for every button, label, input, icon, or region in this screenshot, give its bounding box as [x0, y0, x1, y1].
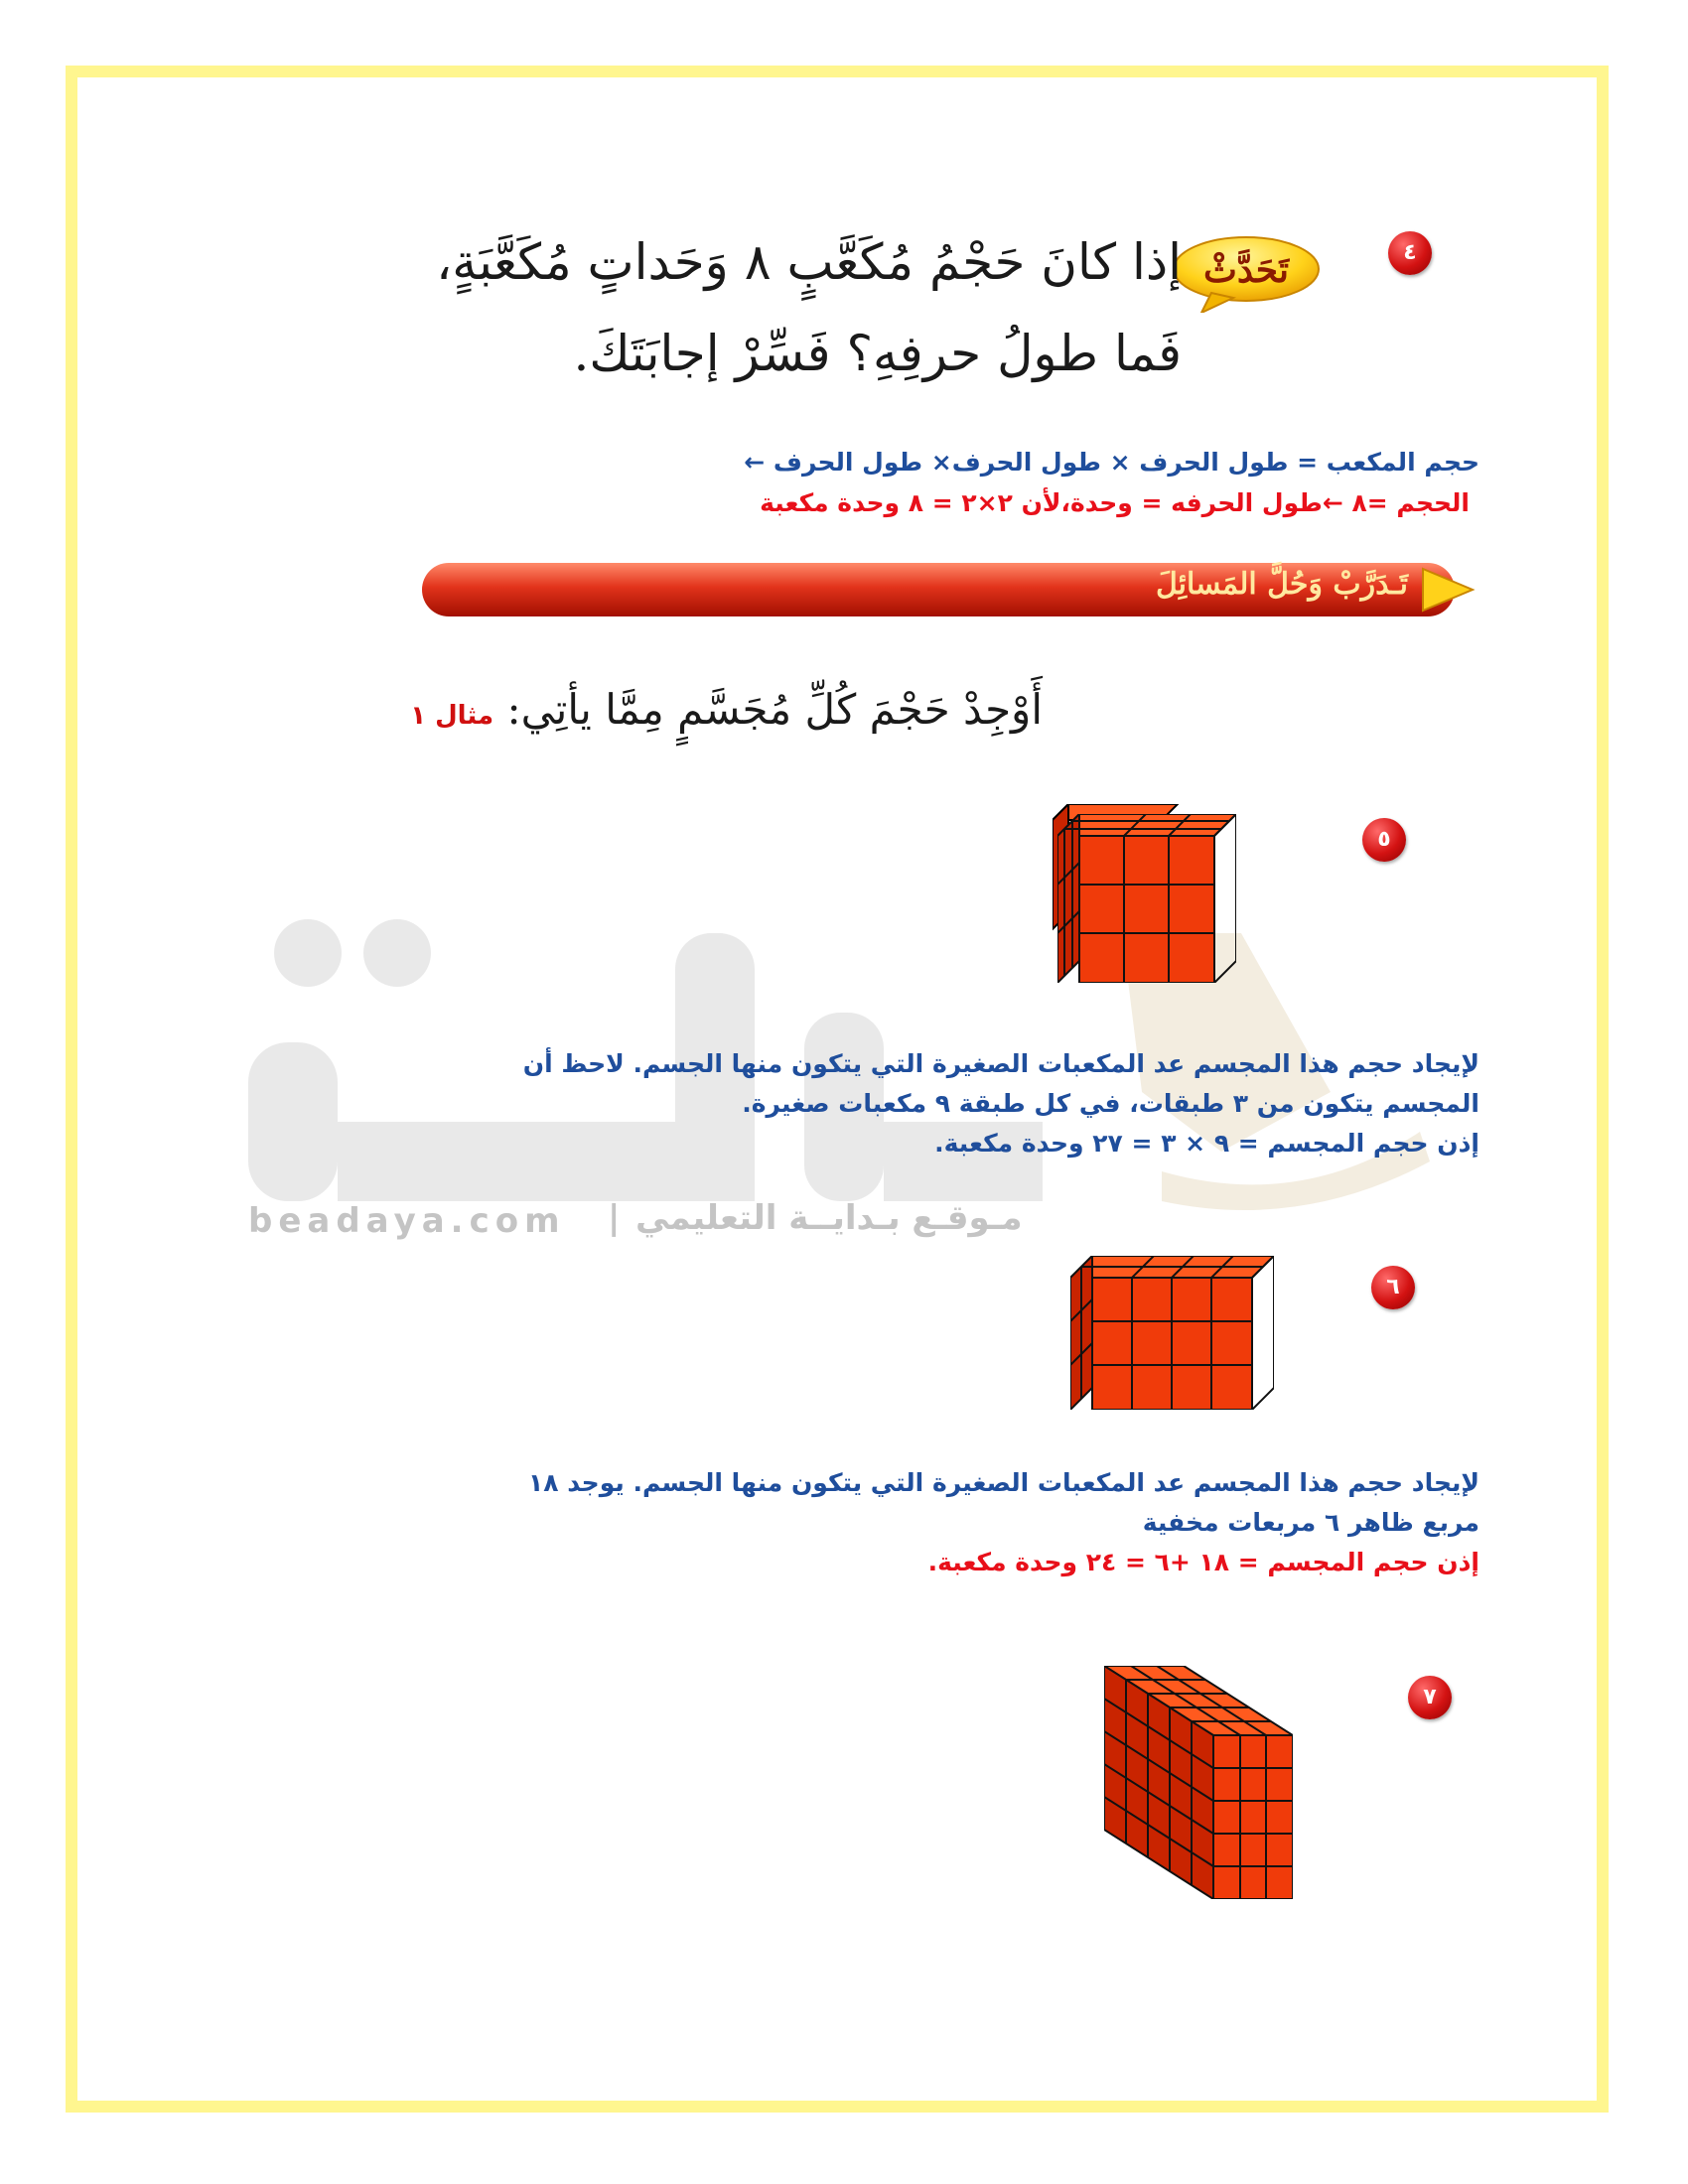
cube-5-drawing	[1057, 814, 1236, 983]
talk-label: تَحَدَّثْ	[1202, 249, 1290, 291]
banner-label: تَـدَرَّبْ وَحُلَّ المَسائِلَ	[1155, 567, 1408, 602]
cube-6-drawing	[1070, 1256, 1274, 1410]
problem-5-line-2: المجسم يتكون من ٣ طبقات، في كل طبقة ٩ مكعبات صغيرة.	[742, 1089, 1479, 1118]
cube-7-drawing	[1104, 1666, 1293, 1899]
talk-label-wrap	[1172, 235, 1321, 313]
banner-label-wrap	[420, 559, 1477, 620]
problem-6-number: ٦	[1371, 1266, 1415, 1309]
problem-5-number: ٥	[1362, 818, 1406, 862]
watermark-separator: |	[608, 1198, 621, 1238]
question-4-line-2: فَما طولُ حرفِهِ؟ فَسِّرْ إجابَتَكَ.	[573, 325, 1182, 382]
problem-6-answer	[209, 1463, 1479, 1582]
problem-5-line-3: إذن حجم المجسم = ٩ × ٣ = ٢٧ وحدة مكعبة.	[934, 1129, 1479, 1158]
question-4-line-1: إذا كانَ حَجْمُ مُكَعَّبٍ ٨ وَحَداتٍ مُكَعَّبَةٍ،	[436, 233, 1182, 291]
problem-7-number: ٧	[1408, 1676, 1452, 1719]
example-label: مثال ١	[410, 701, 494, 731]
watermark-url: beadaya.com	[248, 1201, 566, 1241]
question-4-text	[387, 216, 1182, 399]
watermark-tagline: مـوقـع بـدايــة التعليمي	[635, 1198, 1023, 1238]
instruction	[410, 685, 1043, 734]
problem-6-line-2: مربع ظاهر ٦ مربعات مخفية	[1142, 1508, 1479, 1537]
question-4-number: ٤	[1388, 231, 1432, 275]
problem-5-answer	[209, 1044, 1479, 1163]
answer-4-line-1: حجم المكعب = طول الحرف × طول الحرف× طول الحرف ←	[744, 448, 1479, 477]
problem-6-line-1: لإيجاد حجم هذا المجسم عد المكعبات الصغيرة التي يتكون منها الجسم. يوجد ١٨	[528, 1468, 1479, 1497]
instruction-text: أَوْجِدْ حَجْمَ كُلِّ مُجَسَّمٍ مِمَّا يأتِي:	[506, 685, 1043, 734]
problem-6-line-3: إذن حجم المجسم = ١٨ +٦ = ٢٤ وحدة مكعبة.	[927, 1548, 1479, 1576]
problem-5-line-1: لإيجاد حجم هذا المجسم عد المكعبات الصغيرة التي يتكون منها الجسم. لاحظ أن	[522, 1049, 1479, 1078]
answer-4-line-2: الحجم =٨ ←طول الحرفه = وحدة،لأن ٢×٢ = ٨ وحدة مكعبة	[760, 488, 1470, 517]
